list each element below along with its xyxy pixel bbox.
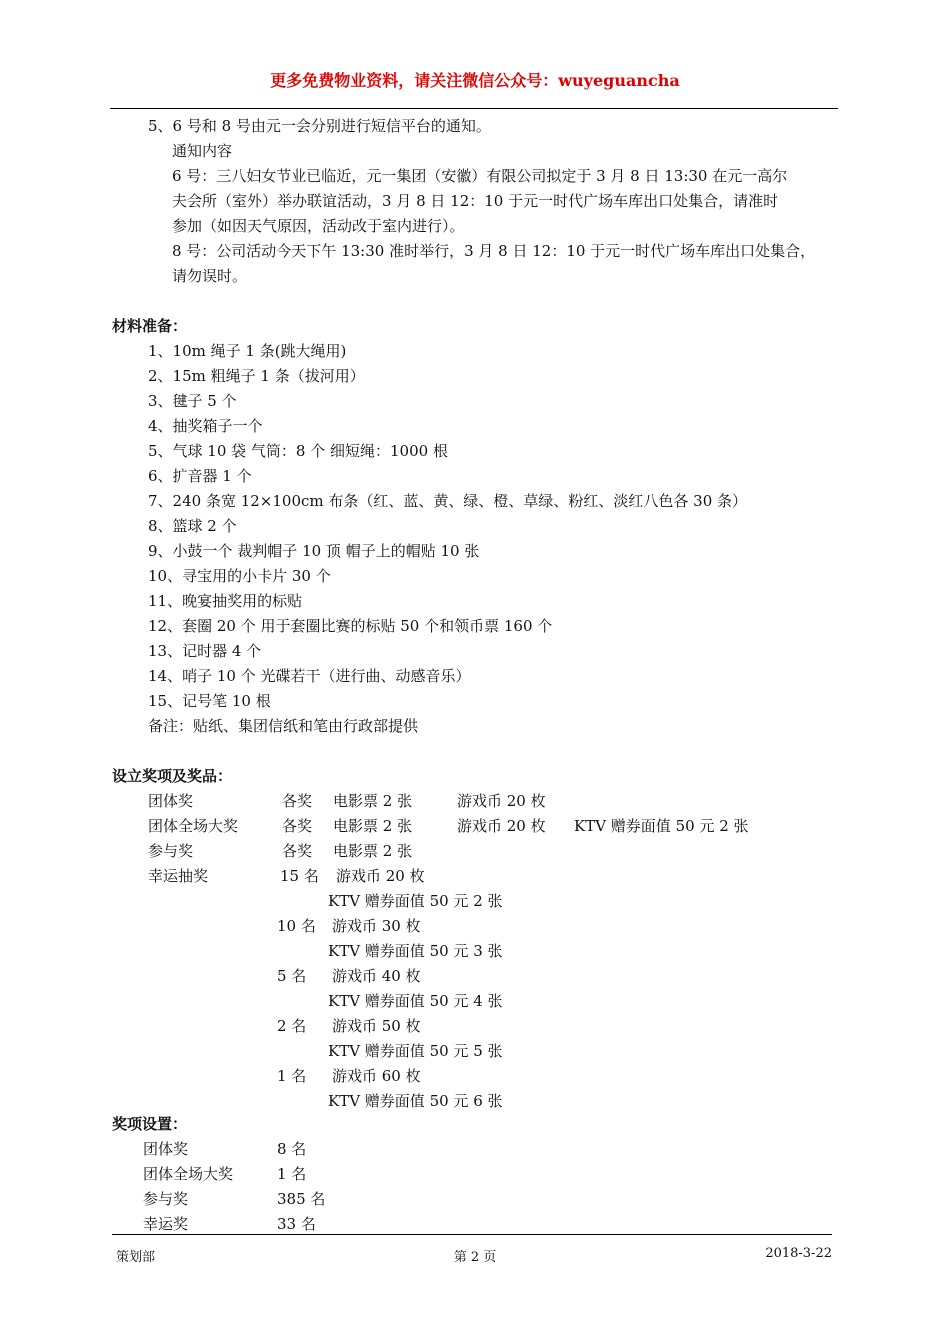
award-team-count: 各奖: [282, 792, 313, 810]
lucky-tier-ktv: KTV 赠券面值 50 元 2 张: [328, 892, 503, 910]
settings-row-name: 团体全场大奖: [143, 1165, 234, 1183]
materials-item: 2、15m 粗绳子 1 条（拔河用）: [148, 367, 365, 385]
materials-item: 9、小鼓一个 裁判帽子 10 顶 帽子上的帽贴 10 张: [148, 542, 480, 560]
settings-row-name: 参与奖: [143, 1190, 189, 1208]
footer-page-number: 第 2 页: [453, 1250, 497, 1265]
materials-item: 15、记号笔 10 根: [148, 692, 271, 710]
header-rule: [110, 108, 838, 109]
lucky-tier-coins: 游戏币 50 枚: [332, 1017, 421, 1035]
lucky-tier-coins: 游戏币 20 枚: [336, 867, 425, 885]
awards-title: 设立奖项及奖品：: [112, 767, 233, 785]
lucky-tier-count: 2 名: [277, 1017, 307, 1035]
award-grand-prize-1: 电影票 2 张: [333, 817, 413, 835]
award-team-prize-1: 电影票 2 张: [333, 792, 413, 810]
materials-item: 1、10m 绳子 1 条(跳大绳用): [148, 342, 347, 360]
materials-item: 13、记时器 4 个: [148, 642, 262, 660]
award-lucky-name: 幸运抽奖: [148, 867, 209, 885]
lucky-tier-ktv: KTV 赠券面值 50 元 3 张: [328, 942, 503, 960]
notice-item-5: 5、6 号和 8 号由元一会分别进行短信平台的通知。: [148, 117, 491, 135]
settings-row-count: 385 名: [277, 1190, 326, 1208]
award-grand-name: 团体全场大奖: [148, 817, 239, 835]
materials-item: 8、篮球 2 个: [148, 517, 237, 535]
notice-6-line-1: 6 号：三八妇女节业已临近，元一集团（安徽）有限公司拟定于 3 月 8 日 13:30 在元一高尔: [172, 167, 788, 185]
notice-6-line-2: 夫会所（室外）举办联谊活动，3 月 8 日 12：10 于元一时代广场车库出口处集合，请准时: [172, 192, 779, 210]
award-team-prize-2: 游戏币 20 枚: [457, 792, 546, 810]
materials-item: 11、晚宴抽奖用的标贴: [148, 592, 303, 610]
lucky-tier-count: 15 名: [280, 867, 319, 885]
lucky-tier-coins: 游戏币 30 枚: [332, 917, 421, 935]
materials-item: 10、寻宝用的小卡片 30 个: [148, 567, 331, 585]
award-grand-count: 各奖: [282, 817, 313, 835]
materials-item: 14、哨子 10 个 光碟若干（进行曲、动感音乐）: [148, 667, 471, 685]
materials-item: 7、240 条宽 12×100cm 布条（红、蓝、黄、绿、橙、草绿、粉红、淡红八色各 30 条）: [148, 492, 748, 510]
materials-item: 4、抽奖箱子一个: [148, 417, 263, 435]
lucky-tier-ktv: KTV 赠券面值 50 元 6 张: [328, 1092, 503, 1110]
notice-8-line-2: 请勿误时。: [172, 267, 248, 285]
lucky-tier-coins: 游戏币 60 枚: [332, 1067, 421, 1085]
header-banner: 更多免费物业资料，请关注微信公众号：wuyeguancha: [270, 71, 680, 90]
footer-dept: 策划部: [116, 1250, 156, 1265]
award-grand-prize-3: KTV 赠券面值 50 元 2 张: [574, 817, 749, 835]
award-participation-count: 各奖: [282, 842, 313, 860]
settings-row-count: 33 名: [277, 1215, 316, 1233]
materials-item: 3、毽子 5 个: [148, 392, 237, 410]
settings-row-count: 8 名: [277, 1140, 307, 1158]
lucky-tier-ktv: KTV 赠券面值 50 元 5 张: [328, 1042, 503, 1060]
notice-6-line-3: 参加（如因天气原因，活动改于室内进行）。: [172, 217, 465, 235]
notice-content-label: 通知内容: [172, 142, 233, 160]
lucky-tier-count: 1 名: [277, 1067, 307, 1085]
lucky-tier-coins: 游戏币 40 枚: [332, 967, 421, 985]
footer-date: 2018-3-22: [765, 1246, 832, 1261]
materials-note: 备注：贴纸、集团信纸和笔由行政部提供: [148, 717, 419, 735]
lucky-tier-ktv: KTV 赠券面值 50 元 4 张: [328, 992, 503, 1010]
award-participation-prize-1: 电影票 2 张: [333, 842, 413, 860]
settings-row-name: 团体奖: [143, 1140, 189, 1158]
materials-item: 6、扩音器 1 个: [148, 467, 252, 485]
settings-row-count: 1 名: [277, 1165, 307, 1183]
materials-item: 5、气球 10 袋 气筒：8 个 细短绳：1000 根: [148, 442, 448, 460]
settings-row-name: 幸运奖: [143, 1215, 189, 1233]
materials-title: 材料准备：: [112, 317, 188, 335]
materials-item: 12、套圈 20 个 用于套圈比赛的标贴 50 个和领币票 160 个: [148, 617, 553, 635]
award-participation-name: 参与奖: [148, 842, 194, 860]
footer-rule: [112, 1234, 832, 1235]
notice-8-line-1: 8 号：公司活动今天下午 13:30 准时举行，3 月 8 日 12：10 于元一时代广场车库出口处集合，: [172, 242, 816, 260]
settings-title: 奖项设置：: [112, 1115, 188, 1133]
award-grand-prize-2: 游戏币 20 枚: [457, 817, 546, 835]
lucky-tier-count: 10 名: [277, 917, 316, 935]
award-team-name: 团体奖: [148, 792, 194, 810]
lucky-tier-count: 5 名: [277, 967, 307, 985]
